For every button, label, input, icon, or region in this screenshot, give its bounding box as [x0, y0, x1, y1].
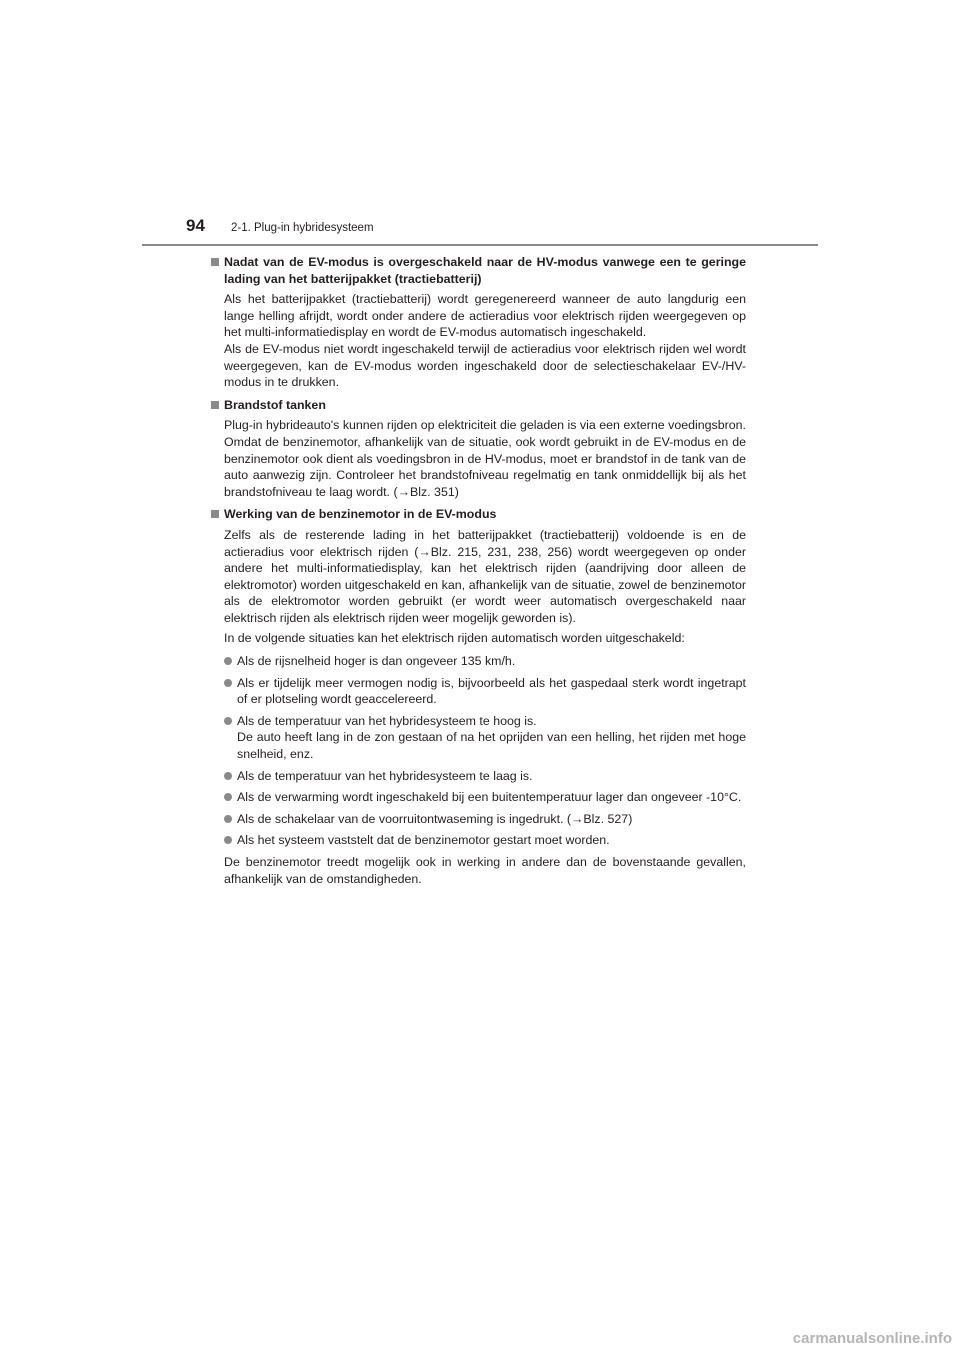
round-bullet-icon [224, 717, 232, 725]
list-item: Als de verwarming wordt ingeschakeld bij een buitentemperatuur lager dan ongeveer -10°C. [224, 789, 746, 806]
section-title: Brandstof tanken [224, 397, 326, 412]
section-refuel [211, 397, 746, 501]
list-item: Als er tijdelijk meer vermogen nodig is, bijvoorbeeld als het gaspedaal sterk wordt ingetrapt of er plotseling wordt geaccelereerd. [224, 675, 746, 708]
paragraph: In de volgende situaties kan het elektrisch rijden automatisch worden uitgeschakeld: [224, 631, 685, 646]
round-bullet-icon [224, 679, 232, 687]
section-hv-mode [211, 254, 746, 391]
list-item: Als de temperatuur van het hybridesysteem te hoog is. De auto heeft lang in de zon gestaan of na het oprijden van een helling, het rijden met hoge snelheid, enz. [224, 713, 746, 763]
round-bullet-icon [224, 772, 232, 780]
list-item: Als de rijsnelheid hoger is dan ongeveer 135 km/h. [224, 653, 746, 670]
square-bullet-icon [211, 258, 219, 266]
section-title: Werking van de benzinemotor in de EV-modus [224, 507, 497, 522]
watermark: carmanualsonline.info [792, 1330, 952, 1347]
square-bullet-icon [211, 401, 219, 409]
paragraph: Als de EV-modus niet wordt ingeschakeld terwijl de actieradius voor elektrisch rijden wel wordt weergegeven, kan de EV-modus worden ingeschakeld door de selectieschakelaar EV-/HV-modus in te drukken. [224, 341, 746, 390]
paragraph: Als het batterijpakket (tractiebatterij) wordt geregenereerd wanneer de auto langdurig een lange helling afrijdt, wordt onder andere de actieradius voor elektrisch rijden weergegeven op het multi-informatiedisplay en wordt de EV-modus automatisch ingeschakeld. [224, 292, 746, 340]
closing-paragraph: De benzinemotor treedt mogelijk ook in werking in andere dan de bovenstaande gevallen, afhankelijk van de omstandigheden. [224, 855, 746, 886]
bullet-list [224, 653, 746, 849]
square-bullet-icon [211, 510, 219, 518]
section-title: Nadat van de EV-modus is overgeschakeld naar de HV-modus vanwege een te geringe lading van het batterijpakket (tractiebatterij) [224, 255, 746, 286]
list-item: Als de schakelaar van de voorruitontwaseming is ingedrukt. (→Blz. 527) [224, 811, 746, 828]
round-bullet-icon [224, 657, 232, 665]
paragraph: Zelfs als de resterende lading in het batterijpakket (tractiebatterij) voldoende is en de actieradius voor elektrisch rijden (→Blz. 215, 231, 238, 256) wordt weergegeven op onder andere het multi-informatiedisplay, kan het elektrisch rijden (aandrijving door alleen de elektromotor) worden uitgeschakeld en kan, afhankelijk van de situatie, zowel de benzinemotor als de elektromotor worden gebruikt (er wordt weer automatisch overgeschakeld naar elektrisch rijden als elektrisch rijden weer mogelijk geworden is). [224, 527, 746, 625]
page-number: 94 [186, 216, 205, 235]
round-bullet-icon [224, 836, 232, 844]
header-rule [142, 244, 818, 246]
list-item: Als het systeem vaststelt dat de benzinemotor gestart moet worden. [224, 832, 746, 849]
list-item: Als de temperatuur van het hybridesysteem te laag is. [224, 768, 746, 785]
page-content [211, 254, 746, 893]
chapter-title: 2-1. Plug-in hybridesysteem [231, 222, 374, 234]
round-bullet-icon [224, 793, 232, 801]
paragraph: Plug-in hybrideauto's kunnen rijden op elektriciteit die geladen is via een externe voedingsbron. Omdat de benzinemotor, afhankelijk van de situatie, ook wordt gebruikt in de EV-modus en de benzinemotor ook dient als voedingsbron in de HV-modus, moet er brandstof in de tank van de auto aanwezig zijn. Controleer het brandstofniveau regelmatig en tank onmiddellijk bij als het brandstofniveau te laag wordt. (→Blz. 351) [224, 418, 746, 499]
section-engine-ev [211, 506, 746, 887]
round-bullet-icon [224, 815, 232, 823]
